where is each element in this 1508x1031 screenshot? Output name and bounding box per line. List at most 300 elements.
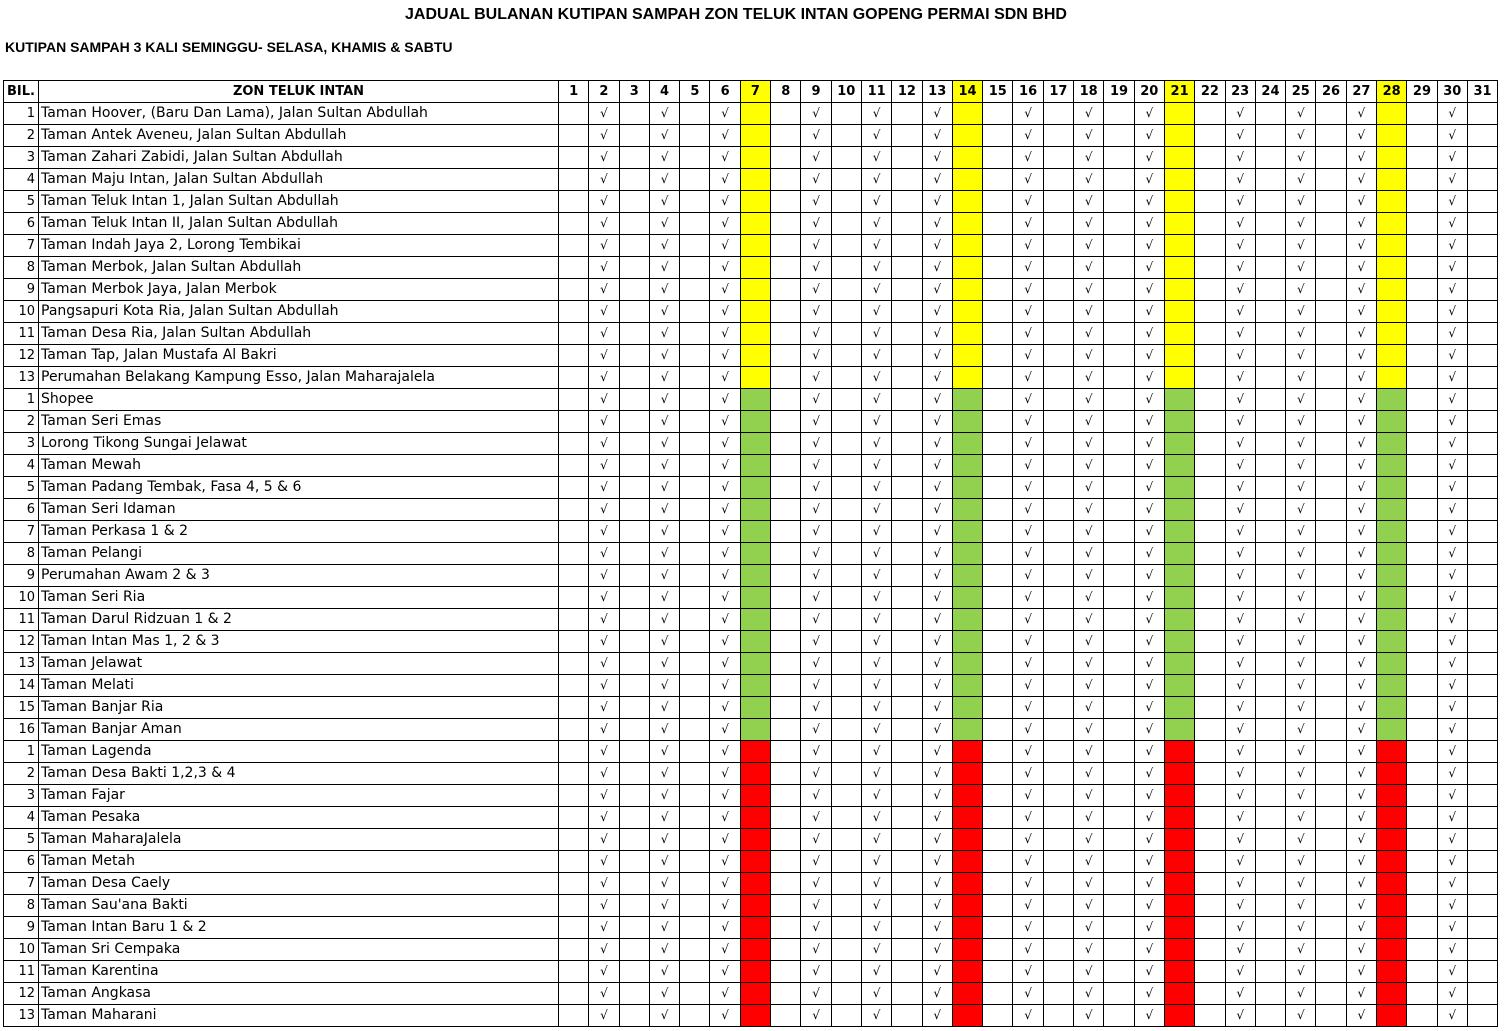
collection-check: √ [1286, 631, 1316, 653]
empty-cell [892, 103, 922, 125]
highlight-cell [1377, 763, 1407, 785]
collection-check: √ [1134, 565, 1164, 587]
collection-check: √ [1346, 697, 1376, 719]
collection-check: √ [1013, 257, 1043, 279]
empty-cell [892, 741, 922, 763]
table-row [4, 961, 1498, 983]
empty-cell [1407, 631, 1437, 653]
header-day-10: 10 [831, 81, 861, 103]
highlight-cell [1377, 323, 1407, 345]
collection-check: √ [1437, 829, 1467, 851]
empty-cell [1407, 257, 1437, 279]
table-row [4, 939, 1498, 961]
empty-cell [1316, 103, 1346, 125]
empty-cell [680, 631, 710, 653]
empty-cell [1467, 433, 1497, 455]
highlight-cell [1164, 477, 1194, 499]
collection-check: √ [1225, 191, 1255, 213]
empty-cell [1043, 125, 1073, 147]
empty-cell [1104, 829, 1134, 851]
header-day-31: 31 [1467, 81, 1497, 103]
empty-cell [1104, 565, 1134, 587]
empty-cell [983, 411, 1013, 433]
collection-check: √ [710, 279, 740, 301]
zone-name: Taman Intan Baru 1 & 2 [39, 917, 559, 939]
table-row [4, 631, 1498, 653]
collection-check: √ [922, 675, 952, 697]
collection-check: √ [1134, 785, 1164, 807]
empty-cell [771, 103, 801, 125]
collection-check: √ [1225, 411, 1255, 433]
empty-cell [1195, 895, 1225, 917]
empty-cell [983, 389, 1013, 411]
collection-check: √ [801, 125, 831, 147]
empty-cell [1043, 257, 1073, 279]
collection-check: √ [861, 961, 891, 983]
highlight-cell [1377, 807, 1407, 829]
collection-check: √ [1225, 1005, 1255, 1027]
zone-name: Taman Maju Intan, Jalan Sultan Abdullah [39, 169, 559, 191]
highlight-cell [1377, 719, 1407, 741]
collection-check: √ [1286, 103, 1316, 125]
empty-cell [1104, 807, 1134, 829]
collection-check: √ [1225, 653, 1255, 675]
header-day-5: 5 [680, 81, 710, 103]
collection-check: √ [1346, 147, 1376, 169]
row-number: 10 [4, 587, 39, 609]
empty-cell [892, 323, 922, 345]
collection-check: √ [922, 257, 952, 279]
table-row [4, 697, 1498, 719]
collection-check: √ [1225, 125, 1255, 147]
empty-cell [983, 169, 1013, 191]
collection-check: √ [710, 345, 740, 367]
empty-cell [1104, 213, 1134, 235]
empty-cell [1407, 851, 1437, 873]
highlight-cell [952, 719, 982, 741]
header-day-18: 18 [1074, 81, 1104, 103]
collection-check: √ [1074, 169, 1104, 191]
empty-cell [559, 785, 589, 807]
empty-cell [1407, 653, 1437, 675]
collection-check: √ [801, 829, 831, 851]
empty-cell [1195, 191, 1225, 213]
row-number: 8 [4, 895, 39, 917]
collection-check: √ [861, 411, 891, 433]
empty-cell [771, 807, 801, 829]
collection-check: √ [589, 895, 619, 917]
table-row [4, 345, 1498, 367]
collection-check: √ [649, 675, 679, 697]
collection-check: √ [1437, 521, 1467, 543]
collection-check: √ [1134, 587, 1164, 609]
empty-cell [1195, 125, 1225, 147]
collection-check: √ [1346, 719, 1376, 741]
highlight-cell [1377, 741, 1407, 763]
collection-check: √ [1346, 521, 1376, 543]
collection-check: √ [1074, 741, 1104, 763]
collection-check: √ [1437, 103, 1467, 125]
empty-cell [1104, 697, 1134, 719]
empty-cell [771, 477, 801, 499]
collection-check: √ [922, 741, 952, 763]
zone-name: Taman Lagenda [39, 741, 559, 763]
header-day-30: 30 [1437, 81, 1467, 103]
header-zone: ZON TELUK INTAN [39, 81, 559, 103]
empty-cell [1407, 169, 1437, 191]
empty-cell [680, 675, 710, 697]
collection-check: √ [1013, 477, 1043, 499]
zone-name: Perumahan Belakang Kampung Esso, Jalan Maharajalela [39, 367, 559, 389]
collection-check: √ [1437, 125, 1467, 147]
header-day-9: 9 [801, 81, 831, 103]
empty-cell [680, 213, 710, 235]
collection-check: √ [1437, 1005, 1467, 1027]
empty-cell [1104, 499, 1134, 521]
collection-check: √ [589, 873, 619, 895]
empty-cell [559, 301, 589, 323]
collection-check: √ [1346, 895, 1376, 917]
table-row [4, 741, 1498, 763]
empty-cell [619, 543, 649, 565]
collection-check: √ [1013, 697, 1043, 719]
collection-check: √ [1346, 455, 1376, 477]
highlight-cell [1377, 851, 1407, 873]
zone-name: Taman Teluk Intan II, Jalan Sultan Abdullah [39, 213, 559, 235]
collection-check: √ [1346, 631, 1376, 653]
collection-check: √ [649, 367, 679, 389]
collection-check: √ [861, 543, 891, 565]
empty-cell [1316, 653, 1346, 675]
collection-check: √ [1346, 477, 1376, 499]
empty-cell [1195, 587, 1225, 609]
empty-cell [1195, 521, 1225, 543]
empty-cell [619, 455, 649, 477]
collection-check: √ [922, 389, 952, 411]
collection-check: √ [801, 235, 831, 257]
empty-cell [680, 785, 710, 807]
empty-cell [1255, 807, 1285, 829]
collection-check: √ [1134, 983, 1164, 1005]
empty-cell [1195, 829, 1225, 851]
collection-check: √ [1225, 147, 1255, 169]
highlight-cell [1164, 301, 1194, 323]
empty-cell [983, 477, 1013, 499]
collection-check: √ [922, 543, 952, 565]
empty-cell [1255, 521, 1285, 543]
empty-cell [1043, 499, 1073, 521]
collection-check: √ [801, 565, 831, 587]
collection-check: √ [1225, 917, 1255, 939]
highlight-cell [740, 939, 770, 961]
collection-check: √ [589, 807, 619, 829]
row-number: 6 [4, 499, 39, 521]
empty-cell [559, 895, 589, 917]
empty-cell [892, 1005, 922, 1027]
empty-cell [619, 521, 649, 543]
empty-cell [1316, 609, 1346, 631]
highlight-cell [1164, 565, 1194, 587]
empty-cell [771, 125, 801, 147]
empty-cell [1255, 345, 1285, 367]
highlight-cell [740, 741, 770, 763]
empty-cell [619, 235, 649, 257]
zone-name: Taman Zahari Zabidi, Jalan Sultan Abdullah [39, 147, 559, 169]
empty-cell [1043, 169, 1073, 191]
empty-cell [559, 345, 589, 367]
highlight-cell [952, 851, 982, 873]
empty-cell [771, 147, 801, 169]
empty-cell [1467, 851, 1497, 873]
empty-cell [559, 1005, 589, 1027]
empty-cell [559, 499, 589, 521]
empty-cell [771, 675, 801, 697]
row-number: 11 [4, 609, 39, 631]
empty-cell [1316, 301, 1346, 323]
collection-check: √ [1013, 653, 1043, 675]
empty-cell [983, 565, 1013, 587]
empty-cell [831, 763, 861, 785]
collection-check: √ [1134, 433, 1164, 455]
empty-cell [1255, 939, 1285, 961]
collection-check: √ [861, 675, 891, 697]
highlight-cell [1164, 345, 1194, 367]
empty-cell [892, 235, 922, 257]
collection-check: √ [922, 917, 952, 939]
empty-cell [1316, 477, 1346, 499]
empty-cell [771, 609, 801, 631]
empty-cell [680, 543, 710, 565]
collection-check: √ [1225, 697, 1255, 719]
empty-cell [680, 829, 710, 851]
collection-check: √ [922, 521, 952, 543]
highlight-cell [740, 455, 770, 477]
highlight-cell [1377, 785, 1407, 807]
collection-check: √ [1346, 235, 1376, 257]
empty-cell [831, 169, 861, 191]
collection-check: √ [649, 1005, 679, 1027]
collection-check: √ [1225, 323, 1255, 345]
empty-cell [1255, 741, 1285, 763]
empty-cell [892, 455, 922, 477]
collection-check: √ [1437, 609, 1467, 631]
highlight-cell [1164, 499, 1194, 521]
collection-check: √ [1346, 389, 1376, 411]
collection-check: √ [922, 191, 952, 213]
collection-check: √ [1346, 169, 1376, 191]
empty-cell [1104, 345, 1134, 367]
empty-cell [680, 235, 710, 257]
collection-check: √ [861, 279, 891, 301]
empty-cell [1255, 301, 1285, 323]
collection-check: √ [861, 565, 891, 587]
highlight-cell [1164, 147, 1194, 169]
empty-cell [1195, 301, 1225, 323]
highlight-cell [1164, 455, 1194, 477]
empty-cell [1407, 433, 1437, 455]
collection-check: √ [1134, 389, 1164, 411]
empty-cell [619, 389, 649, 411]
highlight-cell [1377, 675, 1407, 697]
empty-cell [1467, 191, 1497, 213]
empty-cell [771, 411, 801, 433]
collection-check: √ [1013, 125, 1043, 147]
highlight-cell [1164, 873, 1194, 895]
empty-cell [771, 741, 801, 763]
collection-check: √ [861, 433, 891, 455]
collection-check: √ [801, 433, 831, 455]
highlight-cell [1164, 587, 1194, 609]
empty-cell [1407, 345, 1437, 367]
collection-check: √ [922, 433, 952, 455]
collection-check: √ [1013, 433, 1043, 455]
empty-cell [1043, 191, 1073, 213]
empty-cell [619, 653, 649, 675]
collection-check: √ [1225, 939, 1255, 961]
collection-check: √ [861, 917, 891, 939]
collection-check: √ [1346, 939, 1376, 961]
empty-cell [1407, 895, 1437, 917]
collection-check: √ [1013, 829, 1043, 851]
highlight-cell [1164, 917, 1194, 939]
collection-check: √ [1286, 675, 1316, 697]
empty-cell [1407, 389, 1437, 411]
highlight-cell [1164, 213, 1194, 235]
highlight-cell [952, 301, 982, 323]
empty-cell [1316, 851, 1346, 873]
empty-cell [619, 917, 649, 939]
collection-check: √ [1013, 895, 1043, 917]
empty-cell [771, 433, 801, 455]
empty-cell [1104, 191, 1134, 213]
table-row [4, 653, 1498, 675]
collection-check: √ [1074, 301, 1104, 323]
empty-cell [559, 433, 589, 455]
highlight-cell [1377, 455, 1407, 477]
empty-cell [619, 675, 649, 697]
collection-check: √ [649, 653, 679, 675]
empty-cell [983, 521, 1013, 543]
empty-cell [892, 939, 922, 961]
collection-check: √ [589, 719, 619, 741]
collection-check: √ [1134, 653, 1164, 675]
empty-cell [983, 147, 1013, 169]
table-row [4, 587, 1498, 609]
collection-check: √ [1074, 521, 1104, 543]
highlight-cell [1377, 939, 1407, 961]
collection-check: √ [710, 895, 740, 917]
empty-cell [771, 345, 801, 367]
collection-check: √ [922, 103, 952, 125]
collection-check: √ [589, 103, 619, 125]
row-number: 10 [4, 301, 39, 323]
empty-cell [1195, 565, 1225, 587]
empty-cell [1316, 169, 1346, 191]
highlight-cell [952, 741, 982, 763]
highlight-cell [952, 763, 982, 785]
collection-check: √ [1346, 961, 1376, 983]
collection-check: √ [1134, 455, 1164, 477]
collection-check: √ [1074, 609, 1104, 631]
collection-check: √ [589, 323, 619, 345]
empty-cell [1043, 477, 1073, 499]
collection-check: √ [1225, 851, 1255, 873]
collection-check: √ [1013, 367, 1043, 389]
empty-cell [619, 697, 649, 719]
collection-check: √ [922, 213, 952, 235]
collection-check: √ [710, 851, 740, 873]
highlight-cell [1377, 147, 1407, 169]
empty-cell [983, 675, 1013, 697]
empty-cell [680, 1005, 710, 1027]
highlight-cell [1164, 829, 1194, 851]
collection-check: √ [922, 1005, 952, 1027]
empty-cell [831, 939, 861, 961]
collection-check: √ [1074, 631, 1104, 653]
highlight-cell [952, 543, 982, 565]
empty-cell [1255, 873, 1285, 895]
empty-cell [680, 389, 710, 411]
empty-cell [1407, 587, 1437, 609]
empty-cell [892, 961, 922, 983]
empty-cell [983, 653, 1013, 675]
collection-check: √ [1437, 785, 1467, 807]
empty-cell [1195, 455, 1225, 477]
collection-check: √ [1134, 301, 1164, 323]
zone-name: Taman Pelangi [39, 543, 559, 565]
zone-name: Taman Merbok Jaya, Jalan Merbok [39, 279, 559, 301]
collection-check: √ [1225, 389, 1255, 411]
row-number: 13 [4, 653, 39, 675]
empty-cell [1316, 939, 1346, 961]
empty-cell [892, 609, 922, 631]
empty-cell [1255, 785, 1285, 807]
collection-check: √ [1286, 235, 1316, 257]
collection-check: √ [1225, 873, 1255, 895]
collection-check: √ [1225, 631, 1255, 653]
table-row [4, 609, 1498, 631]
collection-check: √ [1286, 719, 1316, 741]
empty-cell [1467, 235, 1497, 257]
collection-check: √ [1346, 125, 1376, 147]
table-row [4, 521, 1498, 543]
collection-check: √ [1134, 1005, 1164, 1027]
collection-check: √ [589, 829, 619, 851]
collection-check: √ [649, 323, 679, 345]
empty-cell [892, 345, 922, 367]
collection-check: √ [1286, 433, 1316, 455]
highlight-cell [1164, 169, 1194, 191]
highlight-cell [740, 609, 770, 631]
highlight-cell [952, 169, 982, 191]
highlight-cell [1377, 521, 1407, 543]
empty-cell [1255, 191, 1285, 213]
collection-check: √ [710, 521, 740, 543]
highlight-cell [740, 235, 770, 257]
collection-check: √ [1074, 807, 1104, 829]
collection-check: √ [710, 829, 740, 851]
empty-cell [1195, 961, 1225, 983]
collection-check: √ [922, 609, 952, 631]
collection-check: √ [801, 169, 831, 191]
highlight-cell [740, 829, 770, 851]
header-day-12: 12 [892, 81, 922, 103]
empty-cell [1316, 785, 1346, 807]
collection-check: √ [922, 125, 952, 147]
empty-cell [1467, 675, 1497, 697]
collection-check: √ [1134, 807, 1164, 829]
collection-check: √ [589, 587, 619, 609]
